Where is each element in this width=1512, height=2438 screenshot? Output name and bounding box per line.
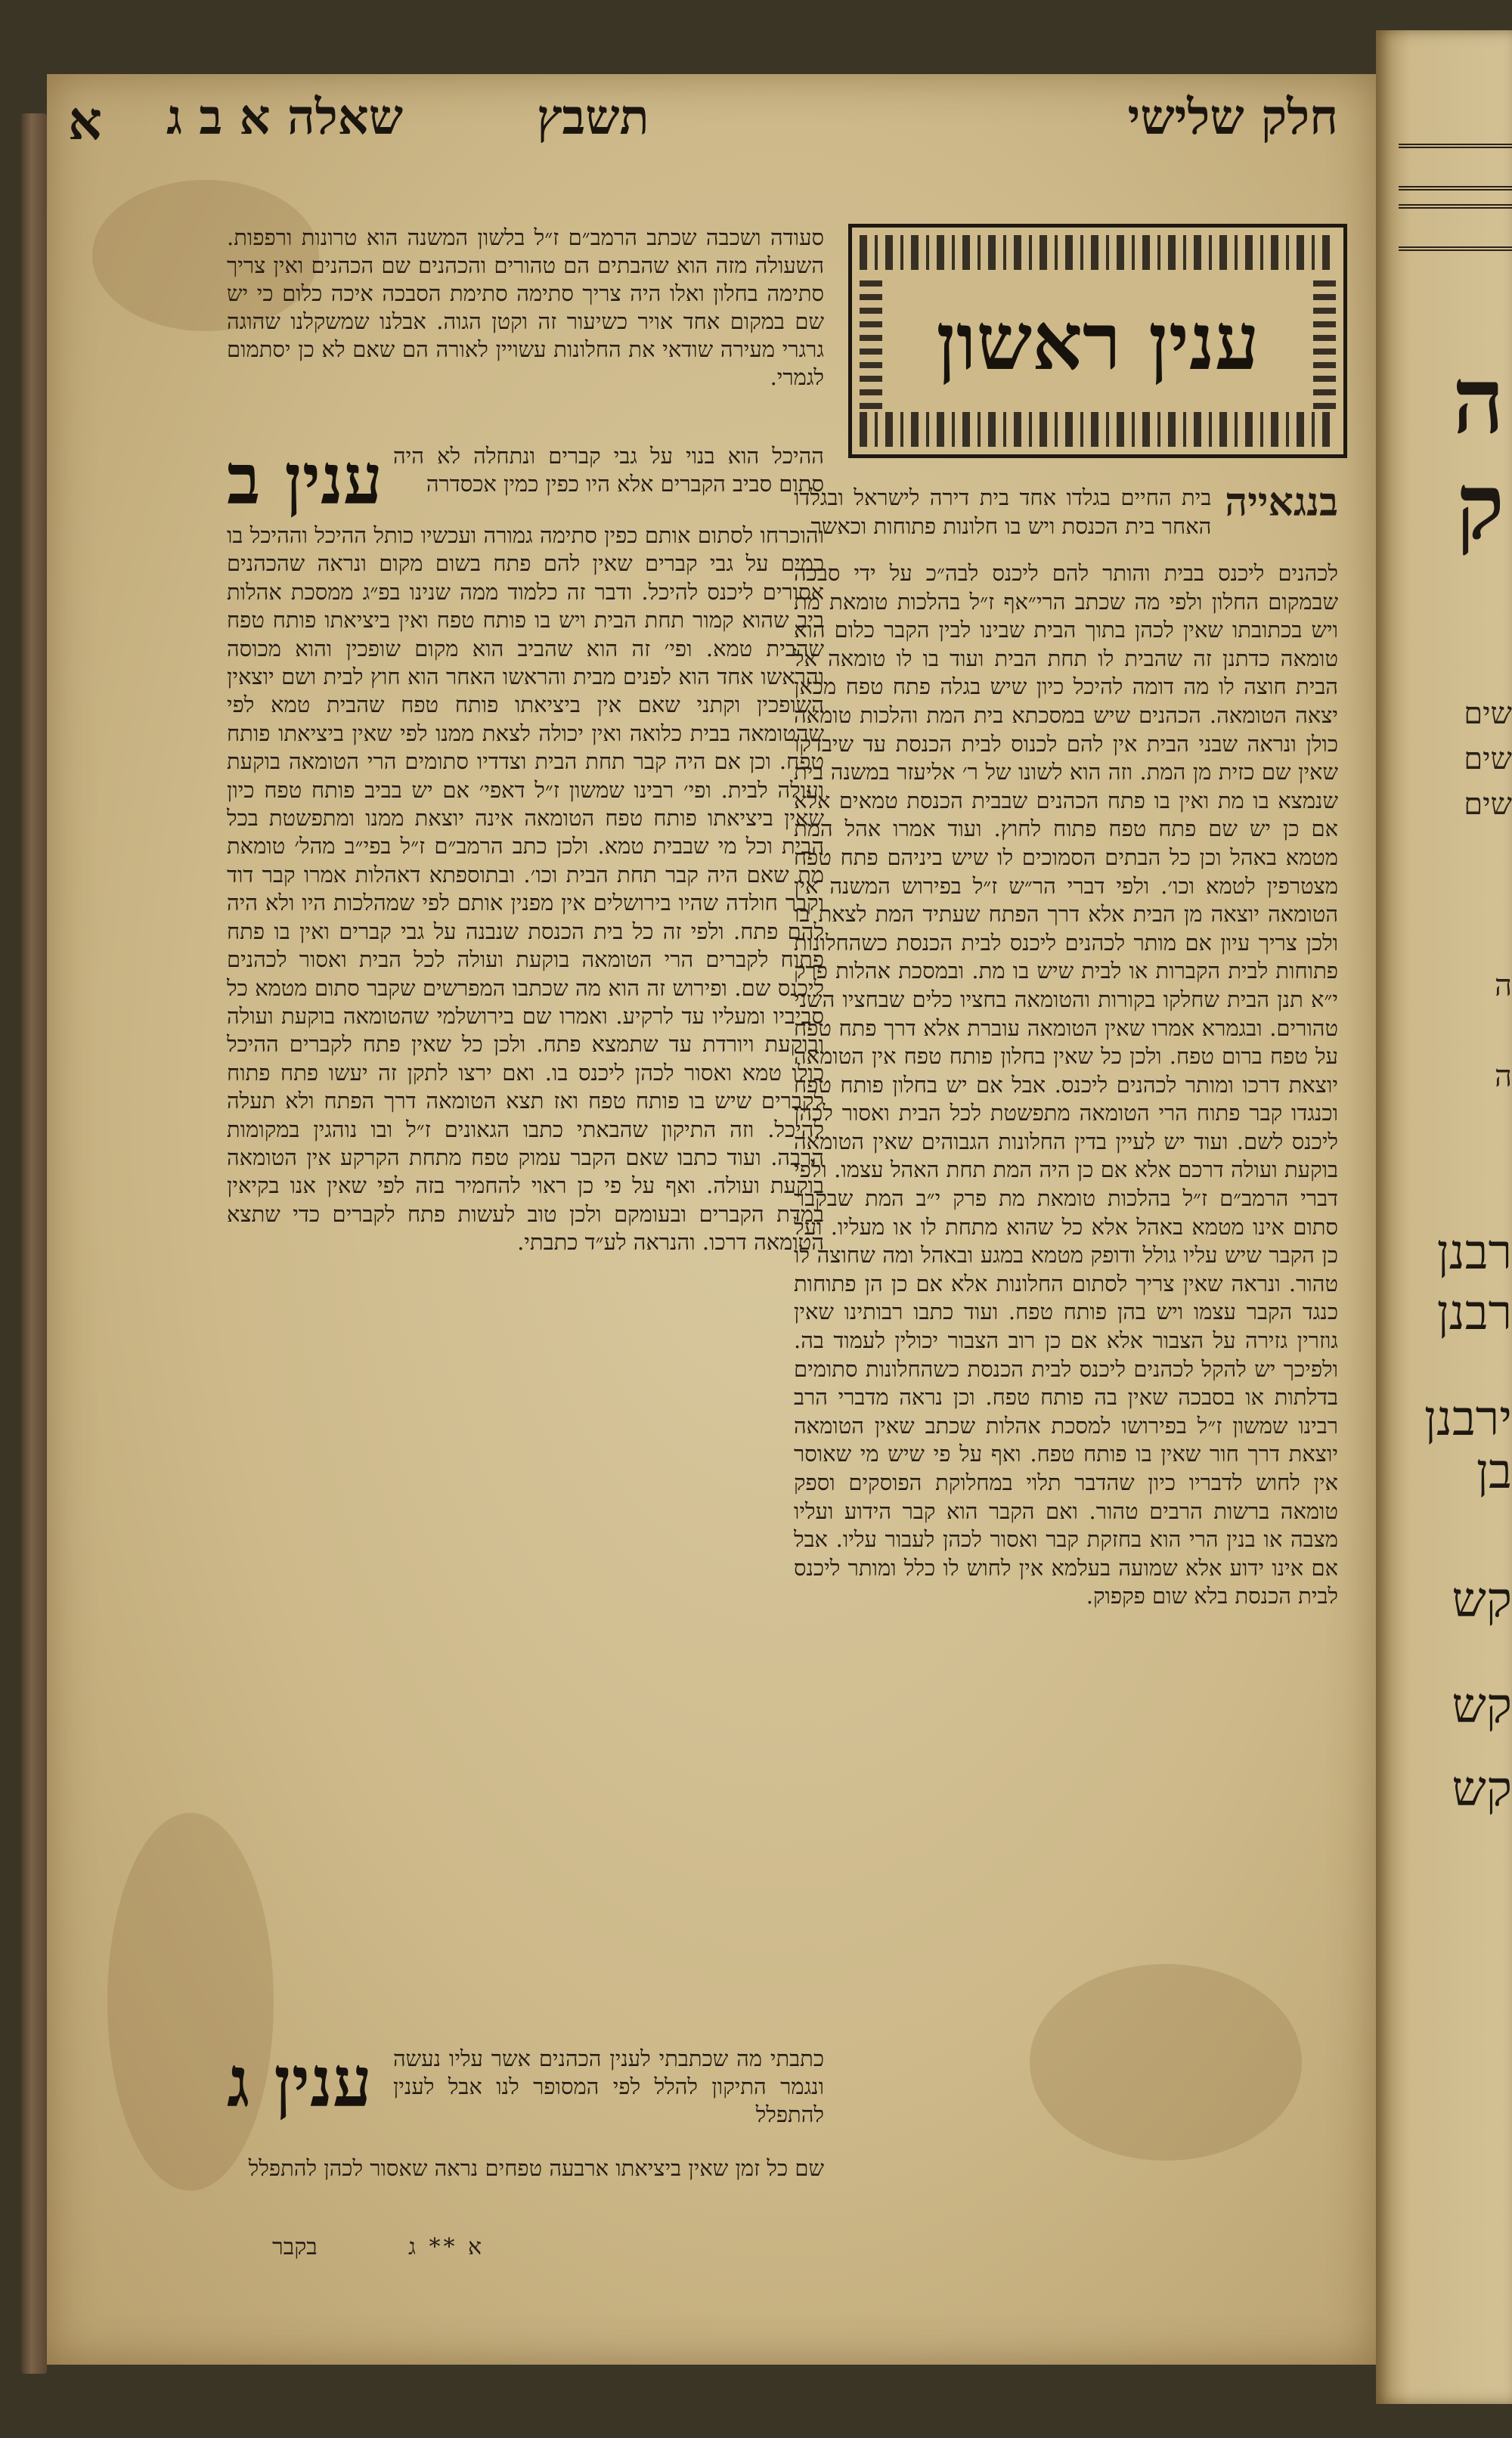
book-binding (21, 113, 47, 2374)
facing-fragment: ה (1494, 968, 1512, 1003)
facing-fragment: רבנן (1436, 1225, 1512, 1281)
catchword: בקבר (272, 2234, 318, 2260)
facing-fragment: שים (1464, 696, 1512, 731)
left-column-top: סעודה ושכבה שכתב הרמב״ם ז״ל בלשון המשנה הוא טרונות ורפפות. השעולה מזה הוא שהבתים הם טהורים והכהנים שם הכהנים ואין צריך סתימה בחלון ואלו היה צריך סתימה סתימת הסבכה איכה כלום כי יש שם במקום אחד אויר כשיעור זה וקטן הגוה. אבלנו שמשקלנו שהוגה גרגרי מעירה שודאי את החלונות עשויין לאורה הם שאם לא כן יסתמום לגמרי. (227, 225, 824, 390)
facing-fragment: רבנן (1436, 1285, 1512, 1341)
opening-word: בנגאייה (1225, 479, 1338, 525)
ornament-band (860, 412, 1336, 447)
running-head (68, 89, 1338, 157)
right-column-opening (794, 479, 1338, 541)
left-column-body: והוכרחו לסתום אותם כפין סתימה גמורה ועכשיו כותל ההיכל וההיכל בו כמים על גבי קברים שאין להם פתח בשום מקום ונראה שהכהנים אסורים ליכנס להיכל. ודבר זה כלמוד ממה שנינו בפ״ג ממסכת אהלות ביב שהוא קמור תחת הבית ויש בו פותח טפח ואין ביציאתו פותח טפח שהבית טמא. ופי׳ זה הוא שהביב הוא מקום שופכין והוא מכוסה והראשו אחד הוא לפנים מבית והראשו האחר הוא חוץ לבית ושם יוצאין השופכין וקתני שאם אין ביציאתו פותח טפח שהבית טמא לפי שהטומאה בבית כלואה ואין יכולה לצאת ממנו לפי שאין ביציאתו פותח טפח. וכן אם היה קבר תחת הבית וצדדיו סתומים הרי הטומאה בוקעת ועולה לבית. ופי׳ רבינו שמשון ז״ל דאפי׳ אם יש בביב פותח טפח כיון שאין ביציאתו פותח טפח הטומאה אינה יוצאת ממנו ומתפשטת בכל הבית וכל מי שבבית טמא. ולכן כתב הרמב״ם ז״ל בפי״ב מהל׳ טומאת מת שאם היה קבר תחת הבית וכו׳. ובתוספתא דאהלות אמרו קבר דוד וקבר חולדה שהיו בירושלים אין מפנין אותם לפי שמהלכות היו ולא היה להם פתח. ולפי זה כל בית הכנסת שנבנה על גבי קברים ואין בו פתח פתוח לקברים הרי הטומאה בוקעת ועולה לכל הבית ואסור לכהנים ליכנס שם. ופירוש זה הוא מה שכתבו המפרשים שקבר סתום מטמא כל סביביו ומעליו עד לרקיע. ואמרו שם בירושלמי שהטומאה בוקעת ועולה ובוקעת ויורדת עד שתמצא פתח. ולכן כל שאין פתח לקברים ההיכל כולו טמא ואסור לכהן ליכנס בו. ואם ירצו לתקן זה יעשו פתח פתוח לקברים שיש בו פותח טפח ואז תצא הטומאה דרך הפתח ולא תעלה להיכל. וזה התיקון שהבאתי כתבו הגאונים ז״ל ובו נוהגין במקומות הרבה. ועוד כתבו שאם הקבר עמוק טפח מתחת הקרקע אין הטומאה בוקעת ועולה. ואף על פי כן ראוי להחמיר בזה לפי שאין אנו בקיאין במדת הקברים ובעומקם ולכן טוב לעשות פתח לקברים כדי שתצא הטומאה דרכו. והנראה לע״ד כתבתי. (227, 522, 824, 1256)
section-title-third: ענין ג (227, 2041, 372, 2123)
facing-fragment: ירבנן (1424, 1391, 1512, 1447)
facing-fragment: ה (1494, 1059, 1512, 1094)
facing-letter: ה (1452, 348, 1504, 454)
facing-letter: ק (1455, 454, 1504, 560)
facing-fragment: בן (1476, 1444, 1512, 1500)
facing-fragment: שים (1464, 742, 1512, 776)
section-title-second: ענין ב (227, 438, 383, 520)
facing-fragment: קש (1452, 1761, 1512, 1817)
facing-fragment: קש (1452, 1572, 1512, 1628)
left-column-tail: שם כל זמן שאין ביציאתו ארבעה טפחים נראה שאסור לכהן להתפלל (248, 2155, 824, 2181)
folio-number: א (68, 89, 102, 152)
printer-signature-mark: א ** ג (408, 2234, 485, 2260)
section-title-first: ענין ראשון (936, 295, 1259, 388)
ornament-band (860, 235, 1336, 270)
running-head-book: תשבץ (537, 89, 649, 146)
facing-page-edge (1376, 30, 1512, 2404)
facing-fragment: שים (1464, 787, 1512, 822)
facing-ornament (1399, 204, 1512, 251)
second-heading-text: ההיכל הוא בנוי על גבי קברים ונתחלה לא היה סתום סביב הקברים אלא היו כפין כמין אכסדרה (393, 443, 824, 497)
running-head-question: שאלה א ב ג (166, 89, 404, 146)
right-column-body: לכהנים ליכנס בבית והותר להם ליכנס לבה״כ על ידי סבכה שבמקום החלון ולפי מה שכתב הרי״אף ז״ל בהלכות טומאת מת ויש בכתובתו שאין לכהן בתוך הבית שבינו לבין הקבר כלום הוא טומאה כדתנן זה שהבית לו תחת הבית ועוד בו לו טומאה אל הבית חוצה לו מה דומה להיכל כיון שיש בגלה פתח טפח מכאן יצאה הטומאה. הכהנים שיש במסכתא בית המת והלכות טומאה כולן ונראה שבני הבית אין להם לכנוס לבית הכנסת עד שיבדקו שאין שם כזית מן המת. וזה הוא לשונו של ר׳ אליעזר במשנה בית שנמצא בו מת ואין בו פתח הכהנים שבבית הכנסת טמאים אלא אם כן יש שם פתח טפח פתוח לחוץ. ועוד אמרו אהל המת מטמא באהל וכן כל הבתים הסמוכים לו שיש ביניהם פתח טפח מצטרפין לטמא וכו׳. ולפי דברי הר״ש ז״ל בפירוש המשנה אין הטומאה יוצאה מן הבית אלא דרך הפתח שעתיד המת לצאת בו ולכן צריך עיון אם מותר לכהנים ליכנס לבית הכנסת כשהחלונות פתוחות לבית הקברות או לבית שיש בו מת. ובמסכת אהלות פרק י״א תנן הבית שחלקו בקורות והטומאה בחציו כלים שבחציו השני טהורים. ובגמרא אמרו שאין הטומאה עוברת אלא דרך פתח טפח על טפח ברום טפח. ולכן כל שאין בחלון פותח טפח אין הטומאה יוצאת דרכו ומותר לכהנים ליכנס. אבל אם יש בחלון פותח טפח וכנגדו קבר פתוח הרי הטומאה מתפשטת לכל הבית ואסור לכהן ליכנס לשם. ועוד יש לעיין בדין החלונות הגבוהים שאין הטומאה בוקעת ועולה דרכם אלא אם כן היה המת תחת האהל עצמו. ולפי דברי הרמב״ם ז״ל בהלכות טומאת מת פרק י״ב המת שבקבר סתום אינו מטמא באהל אלא כל שהוא מתחת לו או מעליו. ועל כן הקבר שיש עליו גולל ודופק מטמא במגע ובאהל ומה שחוצה לו טהור. ונראה שאין צריך לסתום החלונות אלא אם כן הן פתוחות כנגד הקבר עצמו ויש בהן פותח טפח. ועוד כתבו רבותינו שאין גוזרין גזירה על הצבור אלא אם כן רוב הצבור יכולין לעמוד בה. ולפיכך יש להקל לכהנים ליכנס לבית הכנסת כשהחלונות סתומים בדלתות או בסבכה שאין בה פותח טפח. וכן נראה מדברי הרב רבינו שמשון ז״ל בפירושו למסכת אהלות שכתב שאין הטומאה יוצאת דרך חור שאין בו פותח טפח. ואף על פי שיש מי שאוסר אין לחוש לדבריו כיון שהדבר תלוי במחלוקת הפוסקים וספק טומאה ברשות הרבים טהור. ואם הקבר הוא קבר הידוע ועליו מצבה או בנין הרי הוא בחזקת קבר ואסור לכהן לעבור עליו. אבל אם אינו ידוע אלא שמועה בעלמא אין לחוש לו כלל ומותר ליכנס לבית הכנסת בלא שום פקפוק. (794, 560, 1338, 1609)
ornamental-title-frame (848, 224, 1347, 458)
ornament-side (860, 273, 882, 409)
running-head-section: חלק שלישי (1127, 89, 1338, 146)
facing-ornament (1399, 144, 1512, 191)
opening-text: בית החיים בגלדו אחד בית דירה לישראל ובגלדו האחר בית הכנסת ויש בו חלונות פתוחות וכאשר (794, 485, 1212, 539)
third-heading-text: כתבתי מה שכתבתי לענין הכהנים אשר עליו נעשה ונגמר התיקון להלל לפי המסופר לנו אבל לענין להתפלל (393, 2046, 824, 2127)
ornament-side (1313, 273, 1336, 409)
facing-fragment: קש (1452, 1678, 1512, 1734)
